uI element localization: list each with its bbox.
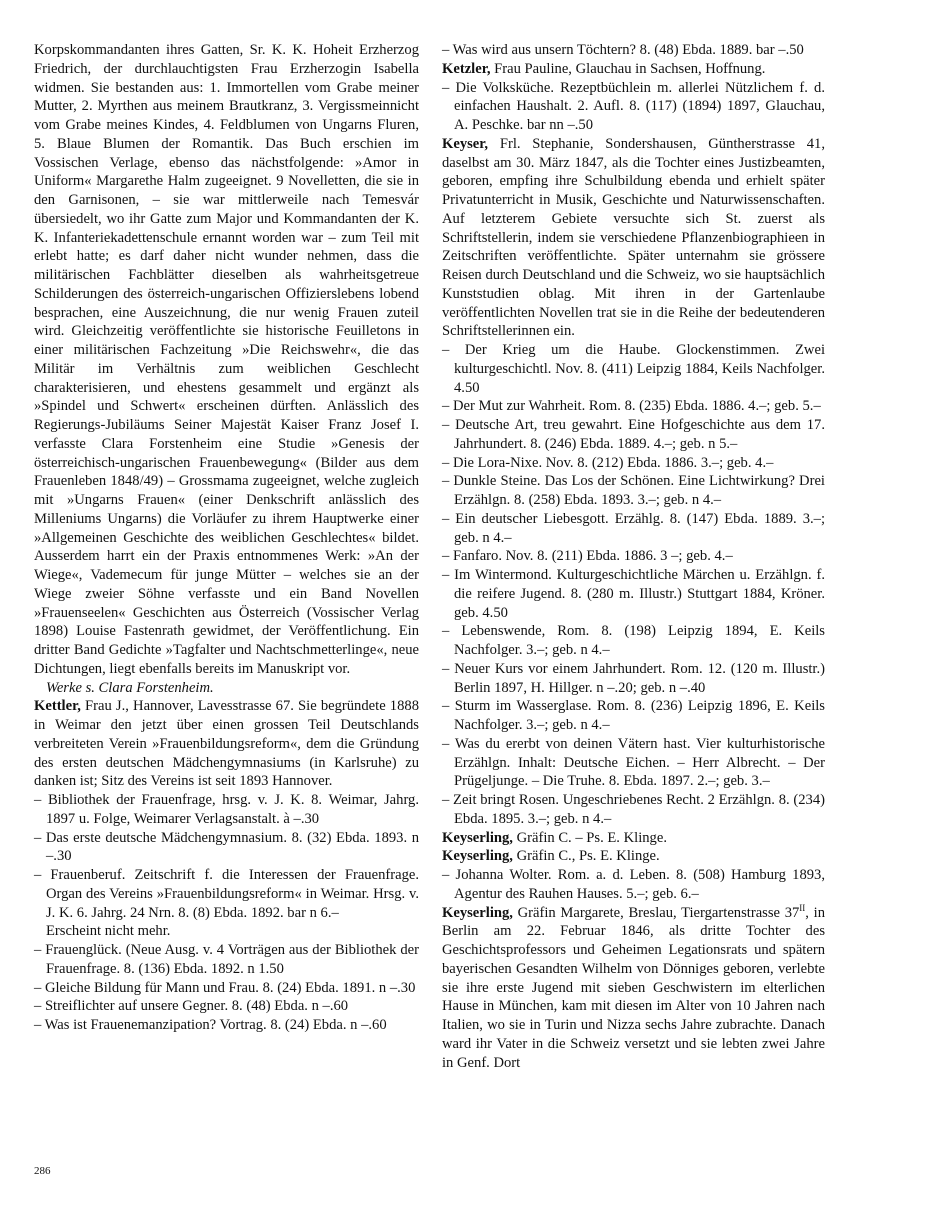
work-item: – Neuer Kurs vor einem Jahrhundert. Rom. 12. (120 m. Illustr.) Berlin 1897, H. Hillger. n –.20; geb. n –.40 — [442, 660, 825, 696]
work-item: – Gleiche Bildung für Mann und Frau. 8. (24) Ebda. 1891. n –.30 — [34, 979, 416, 996]
author-name: Kettler, — [34, 698, 81, 715]
entry-keyserling-2 — [442, 847, 825, 866]
entry-kettler — [34, 697, 419, 791]
page-number: 286 — [34, 1165, 51, 1177]
work-item: – Johanna Wolter. Rom. a. d. Leben. 8. (508) Hamburg 1893, Agentur des Rauhen Hauses. 5.–; geb. 6.– — [442, 867, 825, 902]
work-item: – Der Mut zur Wahrheit. Rom. 8. (235) Ebda. 1886. 4.–; geb. 5.– — [442, 398, 821, 415]
work-item: – Im Wintermond. Kulturgeschichtliche Märchen u. Erzählgn. f. die reifere Jugend. 8. (280 m. Illustr.) Stuttgart 1884, Kröner. geb. 4.50 — [442, 567, 825, 621]
work-item: – Fanfaro. Nov. 8. (211) Ebda. 1886. 3 –; geb. 4.– — [442, 548, 733, 565]
work-item: – Zeit bringt Rosen. Ungeschriebenes Recht. 2 Erzählgn. 8. (234) Ebda. 1895. 3.–; geb. n 4.– — [442, 792, 825, 827]
work-item: – Dunkle Steine. Das Los der Schönen. Eine Lichtwirkung? Drei Erzählgn. 8. (258) Ebda. 1893. 3.–; geb. n 4.– — [442, 473, 825, 508]
superscript: II — [799, 902, 806, 913]
work-item: – Frauenberuf. Zeitschrift f. die Interessen der Frauenfrage. Organ des Vereins »Frauenbildungsreform« in Weimar. Hrsg. v. J. K. 6. Jahrg. 24 Nrn. 8. (8) Ebda. 1892. bar n 6.– — [34, 867, 419, 921]
author-bio: Frl. Stephanie, Sondershausen, Güntherstrasse 41, daselbst am 30. März 1847, als die Tochter eines Justizbeamten, geboren, empfing ihre Schulbildung ebenda und erhielt später Privatunterricht in Musik, Geschichte und Naturwissenschaften. Auf letzterem Gebiete versuchte sich St. zuerst als Schriftstellerin, indem sie verschiedene Pflanzenbiographieen in Zeitschriften veröffentlichte. Später unternahm sie grössere Reisen durch Deutschland und die Schweiz, wo sie hauptsächlich Kunststudien oblag. Mit ihren in der Gartenlaube veröffentlichten Novellen trat sie in die Reihe der bedeutenderen Schriftstellerinnen ein. — [442, 135, 825, 340]
work-item: – Was wird aus unsern Töchtern? 8. (48) Ebda. 1889. bar –.50 — [442, 42, 804, 58]
entry-ketzler — [442, 60, 825, 79]
author-bio: Gräfin C., Ps. E. Klinge. — [512, 848, 660, 865]
author-name: Keyserling, — [442, 904, 513, 921]
author-bio: Gräfin C. – Ps. E. Klinge. — [512, 829, 667, 846]
work-item: – Frauenglück. (Neue Ausg. v. 4 Vorträgen aus der Bibliothek der Frauenfrage. 8. (136) Ebda. 1892. n 1.50 — [34, 942, 419, 977]
work-item: – Bibliothek der Frauenfrage, hrsg. v. J. K. 8. Weimar, Jahrg. 1897 u. Folge, Weimarer Verlagsanstalt. à –.30 — [34, 792, 419, 827]
author-bio-part: , in Berlin am 22. Februar 1846, als dritte Tochter des Geschichtsprofessors und Geheimen Legationsrats und spätern bayerischen Gesandten Wilhelm von Dönniges geboren, verlebte sie ihre erste Jugend mit sieben Geschwistern im elterlichen Hause in München, kam mit diesen im Alter von 10 Jahren nach Italien, wo sie in Turin und Nizza sechs Jahre zubrachte. Danach ward ihr Vater in die Schweiz versetzt und sie lebten zwei Jahre in Genf. Dort — [442, 904, 825, 1071]
works-reference: Werke s. Clara Forstenheim. — [46, 679, 214, 696]
right-column — [442, 41, 825, 1072]
work-item: – Der Krieg um die Haube. Glockenstimmen. Zwei kulturgeschichtl. Nov. 8. (411) Leipzig 1884, Keils Nachfolger. 4.50 — [442, 342, 825, 396]
work-item: – Das erste deutsche Mädchengymnasium. 8. (32) Ebda. 1893. n –.30 — [34, 829, 419, 865]
work-note: Erscheint nicht mehr. — [46, 923, 171, 940]
work-item: – Streiflichter auf unsere Gegner. 8. (48) Ebda. n –.60 — [34, 998, 349, 1015]
work-item: – Was du ererbt von deinen Vätern hast. Vier kulturhistorische Erzählgn. Inhalt: Deutsche Eichen. – Herr Albrecht. – Der Prügeljunge. – Die Truhe. 8. Ebda. 1897. 2.–; geb. 3.– — [442, 735, 825, 790]
work-item: – Was ist Frauenemanzipation? Vortrag. 8. (24) Ebda. n –.60 — [34, 1017, 387, 1033]
left-column — [34, 41, 419, 1035]
author-bio-part: Gräfin Margarete, Breslau, Tiergartenstrasse 37 — [512, 904, 800, 921]
author-name: Ketzler, — [442, 60, 491, 77]
intro-paragraph: Korpskommandanten ihres Gatten, Sr. K. K. Hoheit Erzherzog Friedrich, der durchlauchtigsten Frau Erzherzogin Isabella widmen. Sie bestanden aus: 1. Immortellen vom Grabe meiner Mutter, 2. Myrthen aus meinem Brautkranz, 3. Vergissmeinnicht vom Grabe meines Kindes, 4. Feldblumen von Ungarns Fluren, 5. Blaue Blumen der Romantik. Das Buch erschien im Vossischen Verlage, ebenso das nächstfolgende: »Amor in Uniform« Margarethe Halm zugeeignet. 9 Novelletten, die sie in den Garnisonen, – sie war mittlerweile nach Temesvár übersiedelt, wo ihr Gatte zum Major und Kommandanten der K. K. Infanteriekadettenschule ernannt worden war – zum Teil mit erlebt hatte; es darf daher nicht wunder nehmen, dass die militärischen Fachblätter dieselben als wahrheitsgetreue Schilderungen des österreich-ungarischen Offizierslebens lobend besprachen, eine Auszeichnung, die nur wenig Frauen zuteil wird. Gleichzeitig veröffentlichte sie historische Feuilletons in einer militärischen Fachzeitung »Die Reichswehr«, die das Militär im Verhältnis zum weiblichen Geschlecht charakterisieren, und ehestens gesammelt und ergänzt als »Spindel und Schwert« erscheinen dürften. Anlässlich des Regierungs-Jubiläums Seiner Majestät Kaiser Franz Josef I. verfasste Clara Forstenheim eine Studie »Genesis der österreichisch-ungarischen Frauenbewegung« (Bilder aus dem Frauenleben 1848/49) – Grossmama zugeeignet, welche zugleich mit »Ungarns Frauen« (einer Denkschrift anlässlich des Milleniums Ungarns) die Vorläufer zu ihrem Hauptwerke einer »Allgemeinen Geschichte des weiblichen Geschlechtes« bildet. Ausserdem harrt ein der Praxis entnommenes Werk: »An der Wiege«, Vademecum für junge Mütter – welches sie an der Wiege zweier Söhne verfasste und ein Band Novellen »Frauenseelen« Geschichten aus Österreich (Vossischer Verlag 1898) Louise Fastenrath gewidmet, der Veröffentlichung. Ein dritter Band Gedichte »Tagfalter und Nachtschmetterlinge«, neue Dichtungen, liegt ebenfalls bereits im Manuskript vor. — [34, 42, 419, 677]
author-name: Keyserling, — [442, 829, 513, 846]
entry-keyser — [442, 135, 825, 341]
entry-keyserling-3 — [442, 904, 825, 1073]
author-bio: Frau Pauline, Glauchau in Sachsen, Hoffnung. — [490, 60, 766, 77]
work-item: – Die Lora-Nixe. Nov. 8. (212) Ebda. 1886. 3.–; geb. 4.– — [442, 454, 774, 471]
entry-keyserling-1 — [442, 829, 825, 848]
author-name: Keyserling, — [442, 848, 513, 865]
work-item: – Deutsche Art, treu gewahrt. Eine Hofgeschichte aus dem 17. Jahrhundert. 8. (246) Ebda. 1889. 4.–; geb. n 5.– — [442, 417, 825, 452]
work-item: – Ein deutscher Liebesgott. Erzählg. 8. (147) Ebda. 1889. 3.–; geb. n 4.– — [442, 510, 825, 546]
work-item: – Sturm im Wasserglase. Rom. 8. (236) Leipzig 1896, E. Keils Nachfolger. 3.–; geb. n 4.– — [442, 698, 825, 733]
work-item: – Lebenswende, Rom. 8. (198) Leipzig 1894, E. Keils Nachfolger. 3.–; geb. n 4.– — [442, 623, 825, 658]
author-name: Keyser, — [442, 135, 489, 152]
work-item: – Die Volksküche. Rezeptbüchlein m. allerlei Nützlichem f. d. einfachen Haushalt. 2. Aufl. 8. (117) (1894) 1897, Glauchau, A. Peschke. bar nn –.50 — [442, 79, 825, 133]
author-bio: Frau J., Hannover, Lavesstrasse 67. Sie begründete 1888 in Weimar den jetzt über einen grossen Teil Deutschlands verbreiteten Verein »Frauenbildungsreform«, dem die Gründung des ersten deutschen Mädchengymnasiums (in Karlsruhe) zu danken ist; Sitz des Vereins ist seit 1893 Hannover. — [34, 698, 419, 790]
